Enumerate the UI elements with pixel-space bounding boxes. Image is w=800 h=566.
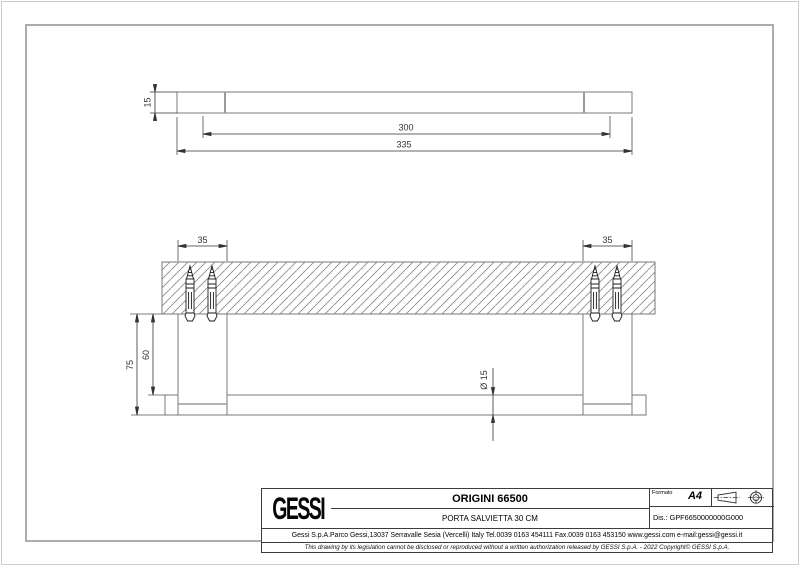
title-block-center bbox=[331, 489, 649, 528]
title-block bbox=[261, 488, 773, 553]
dim-depth-60 bbox=[141, 314, 155, 395]
gessi-logo-text: GESSI bbox=[272, 492, 324, 526]
bar-front-view bbox=[165, 395, 646, 415]
first-angle-projection-icon bbox=[711, 489, 773, 506]
drawing-number-value: GPF6650000000G000 bbox=[669, 513, 744, 522]
front-view bbox=[125, 235, 655, 441]
dim-label-35-right: 35 bbox=[602, 235, 613, 245]
dim-label-300: 300 bbox=[398, 122, 414, 133]
copyright-notice: This drawing by its legislation cannot be disclosed or reproduced without a written authorization released by GESSI S.p.A. - 2022 Copyright© GESSI S.p.A. bbox=[304, 544, 730, 551]
dim-centers-300 bbox=[203, 116, 610, 138]
gessi-logo bbox=[267, 492, 329, 526]
dim-label-335: 335 bbox=[396, 139, 412, 150]
top-view bbox=[143, 84, 633, 155]
right-mount-post bbox=[583, 314, 632, 415]
dim-plate-right-35 bbox=[583, 235, 632, 261]
wall-section bbox=[162, 262, 655, 314]
projection-symbol-cell bbox=[711, 489, 773, 506]
drawing-number-cell bbox=[649, 506, 774, 528]
company-address: Gessi S.p.A.Parco Gessi,13037 Serravalle Sesia (Vercelli) Italy Tel.0039 0163 454111 Fax.0039 0163 453150 www.gessi.com e-mail:gessi@gessi.it bbox=[291, 532, 743, 539]
dim-label-diameter: Ø 15 bbox=[479, 370, 489, 390]
dim-label-15: 15 bbox=[142, 97, 153, 108]
drawing-number-label: Dis.: bbox=[653, 513, 668, 522]
drawing-subtitle: PORTA SALVIETTA 30 CM bbox=[442, 514, 538, 523]
dim-label-75: 75 bbox=[125, 359, 135, 371]
left-mount-post bbox=[178, 314, 227, 415]
dim-bar-height bbox=[143, 84, 178, 121]
format-value: A4 bbox=[687, 490, 702, 502]
dim-label-35-left: 35 bbox=[197, 235, 208, 245]
dim-depth-75 bbox=[125, 314, 139, 415]
dim-label-60: 60 bbox=[141, 349, 151, 361]
dim-plate-left-35 bbox=[178, 235, 227, 261]
extension-lines bbox=[130, 314, 165, 415]
format-cell bbox=[649, 489, 711, 506]
bar-top-view bbox=[177, 92, 632, 113]
format-label: Formato bbox=[652, 490, 673, 496]
drawing-title: ORIGINI 66500 bbox=[452, 493, 528, 505]
